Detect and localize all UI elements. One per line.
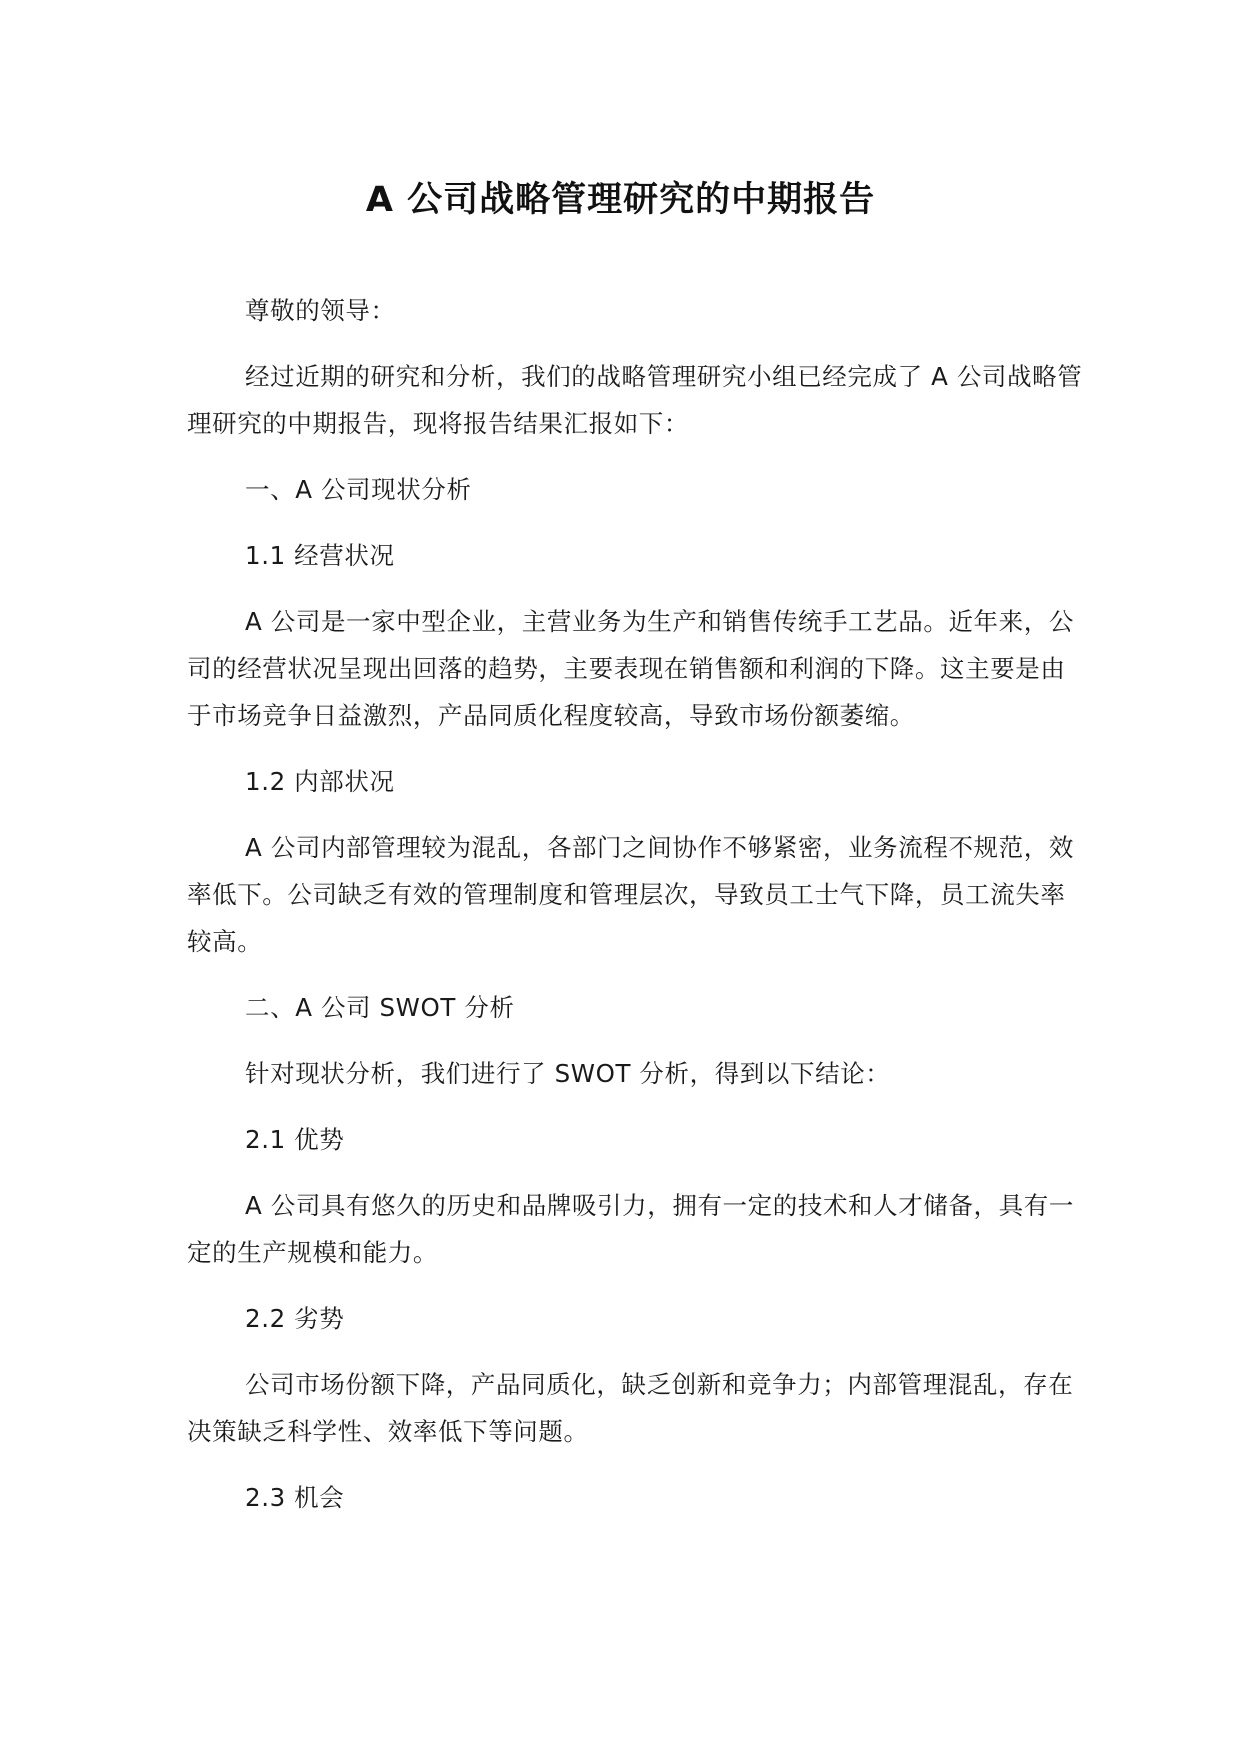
strengths-paragraph: A 公司具有悠久的历史和品牌吸引力，拥有一定的技术和人才储备，具有一定的生产规模和能力。	[187, 1191, 1074, 1267]
swot-intro-paragraph: 针对现状分析，我们进行了 SWOT 分析，得到以下结论：	[245, 1059, 891, 1088]
document-body	[187, 287, 1087, 1540]
subheading-opportunities: 2.3 机会	[245, 1483, 345, 1512]
salutation: 尊敬的领导：	[245, 296, 396, 325]
internal-paragraph: A 公司内部管理较为混乱，各部门之间协作不够紧密，业务流程不规范，效率低下。公司缺乏有效的管理制度和管理层次，导致员工士气下降，员工流失率较高。	[187, 833, 1074, 956]
subheading-operations: 1.1 经营状况	[245, 541, 395, 570]
section-heading-status: 一、A 公司现状分析	[245, 475, 472, 504]
weaknesses-paragraph: 公司市场份额下降，产品同质化，缺乏创新和竞争力；内部管理混乱，存在决策缺乏科学性、效率低下等问题。	[187, 1370, 1074, 1446]
section-heading-swot: 二、A 公司 SWOT 分析	[245, 993, 515, 1022]
intro-paragraph: 经过近期的研究和分析，我们的战略管理研究小组已经完成了 A 公司战略管理研究的中期报告，现将报告结果汇报如下：	[187, 362, 1083, 438]
operations-paragraph: A 公司是一家中型企业，主营业务为生产和销售传统手工艺品。近年来，公司的经营状况呈现出回落的趋势，主要表现在销售额和利润的下降。这主要是由于市场竞争日益激烈，产品同质化程度较高，导致市场份额萎缩。	[187, 607, 1074, 730]
subheading-strengths: 2.1 优势	[245, 1125, 345, 1154]
subheading-weaknesses: 2.2 劣势	[245, 1304, 345, 1333]
subheading-internal: 1.2 内部状况	[245, 767, 395, 796]
document-title: A 公司战略管理研究的中期报告	[365, 180, 876, 220]
